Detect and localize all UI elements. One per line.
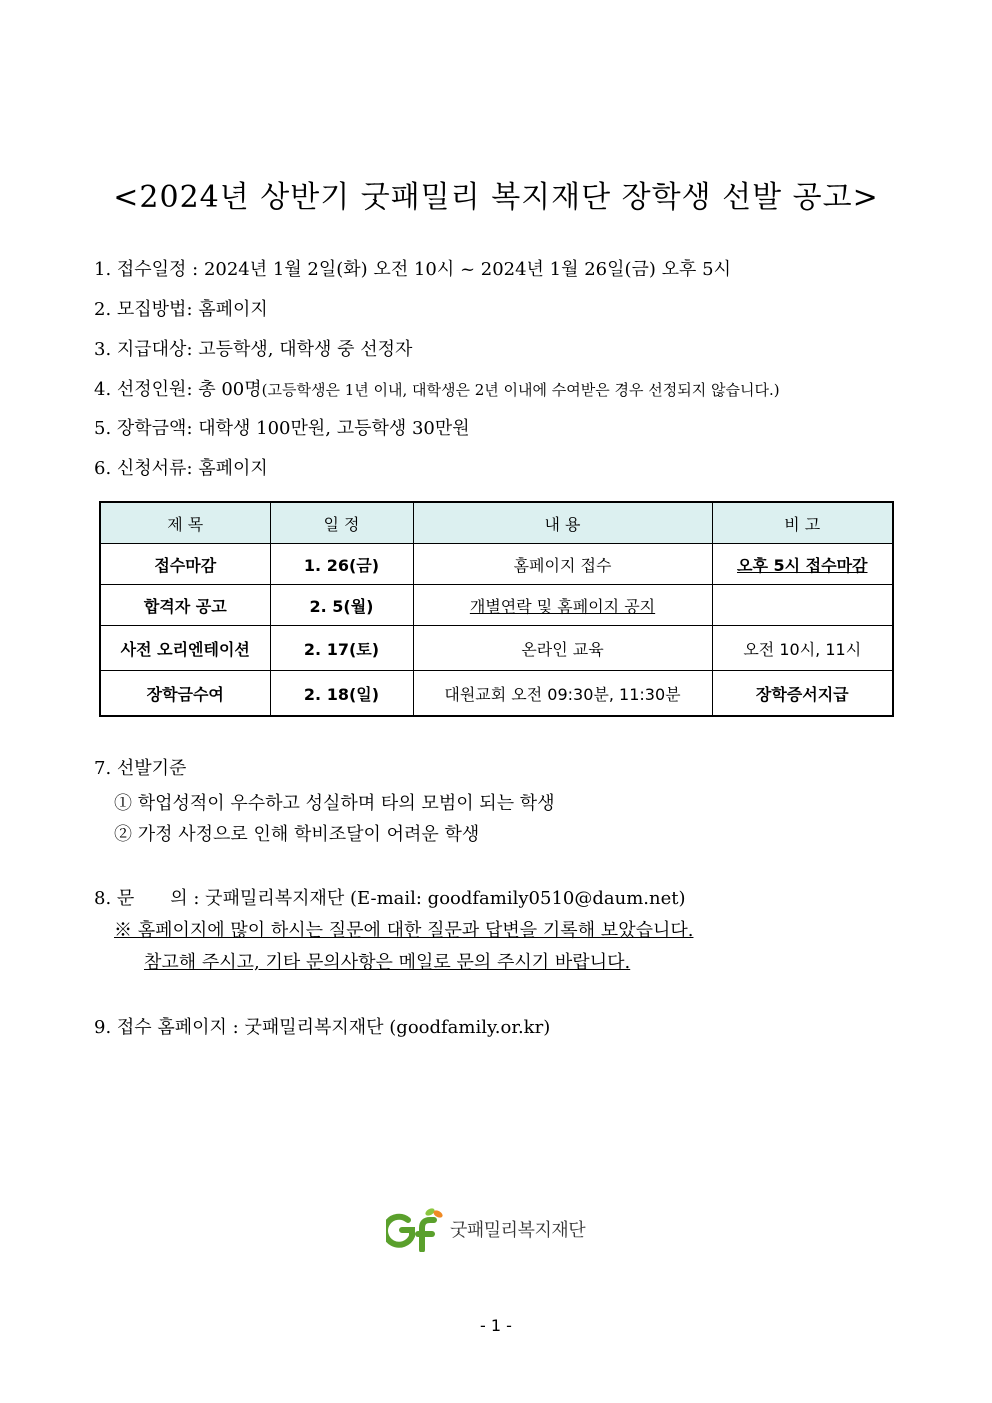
criteria-item: ① 학업성적이 우수하고 성실하며 타의 모범이 되는 학생	[114, 793, 555, 814]
foundation-logo	[386, 1206, 585, 1252]
schedule-table	[99, 501, 894, 717]
item-scholarship-amount: 5. 장학금액: 대학생 100만원, 고등학생 30만원	[94, 418, 470, 439]
row-date: 1. 26(금)	[270, 544, 413, 585]
item-recruit-method: 2. 모집방법: 홈페이지	[94, 299, 268, 320]
row-date: 2. 17(토)	[270, 626, 413, 671]
header-title: 제 목	[100, 502, 270, 544]
table-row	[100, 544, 893, 585]
header-remarks: 비 고	[712, 502, 893, 544]
table-row	[100, 671, 893, 717]
table-header-row	[100, 502, 893, 544]
row-remarks: 오후 5시 접수마감	[712, 544, 893, 585]
row-date: 2. 18(일)	[270, 671, 413, 717]
item-application-period: 1. 접수일정 : 2024년 1월 2일(화) 오전 10시 ~ 2024년 1월 26일(금) 오후 5시	[94, 259, 732, 280]
item-selection-count	[94, 375, 780, 401]
faq-note: ※ 홈페이지에 많이 하시는 질문에 대한 질문과 답변을 기록해 보았습니다.	[114, 920, 694, 941]
selection-count-text: 4. 선정인원: 총 00명	[94, 379, 262, 400]
logo-text: 굿패밀리복지재단	[450, 1220, 586, 1241]
row-content: 대원교회 오전 09:30분, 11:30분	[413, 671, 712, 717]
row-remarks: 오전 10시, 11시	[712, 626, 893, 671]
row-title: 장학금수여	[100, 671, 270, 717]
header-schedule: 일 정	[270, 502, 413, 544]
row-title: 사전 오리엔테이션	[100, 626, 270, 671]
row-remarks	[712, 585, 893, 626]
row-content: 온라인 교육	[413, 626, 712, 671]
row-content: 개별연락 및 홈페이지 공지	[413, 585, 712, 626]
criteria-item: ② 가정 사정으로 인해 학비조달이 어려운 학생	[114, 824, 480, 845]
contact-line: 8. 문 의 : 굿패밀리복지재단 (E-mail: goodfamily0510@daum.net)	[94, 888, 686, 909]
item-documents: 6. 신청서류: 홈페이지	[94, 458, 268, 479]
row-title: 합격자 공고	[100, 585, 270, 626]
row-remarks: 장학증서지급	[712, 671, 893, 717]
selection-count-note: (고등학생은 1년 이내, 대학생은 2년 이내에 수여받은 경우 선정되지 않습니다.)	[261, 381, 780, 399]
row-title: 접수마감	[100, 544, 270, 585]
item-eligibility: 3. 지급대상: 고등학생, 대학생 중 선정자	[94, 339, 413, 360]
homepage-line: 9. 접수 홈페이지 : 굿패밀리복지재단 (goodfamily.or.kr)	[94, 1017, 551, 1038]
criteria-heading: 7. 선발기준	[94, 758, 187, 779]
header-content: 내 용	[413, 502, 712, 544]
table-row	[100, 626, 893, 671]
row-date: 2. 5(월)	[270, 585, 413, 626]
page-title: <2024년 상반기 굿패밀리 복지재단 장학생 선발 공고>	[113, 180, 879, 215]
row-content: 홈페이지 접수	[413, 544, 712, 585]
faq-note-continued: 참고해 주시고, 기타 문의사항은 메일로 문의 주시기 바랍니다.	[144, 952, 631, 973]
table-row	[100, 585, 893, 626]
gf-logo-icon	[386, 1206, 444, 1252]
page-number: - 1 -	[480, 1316, 512, 1335]
